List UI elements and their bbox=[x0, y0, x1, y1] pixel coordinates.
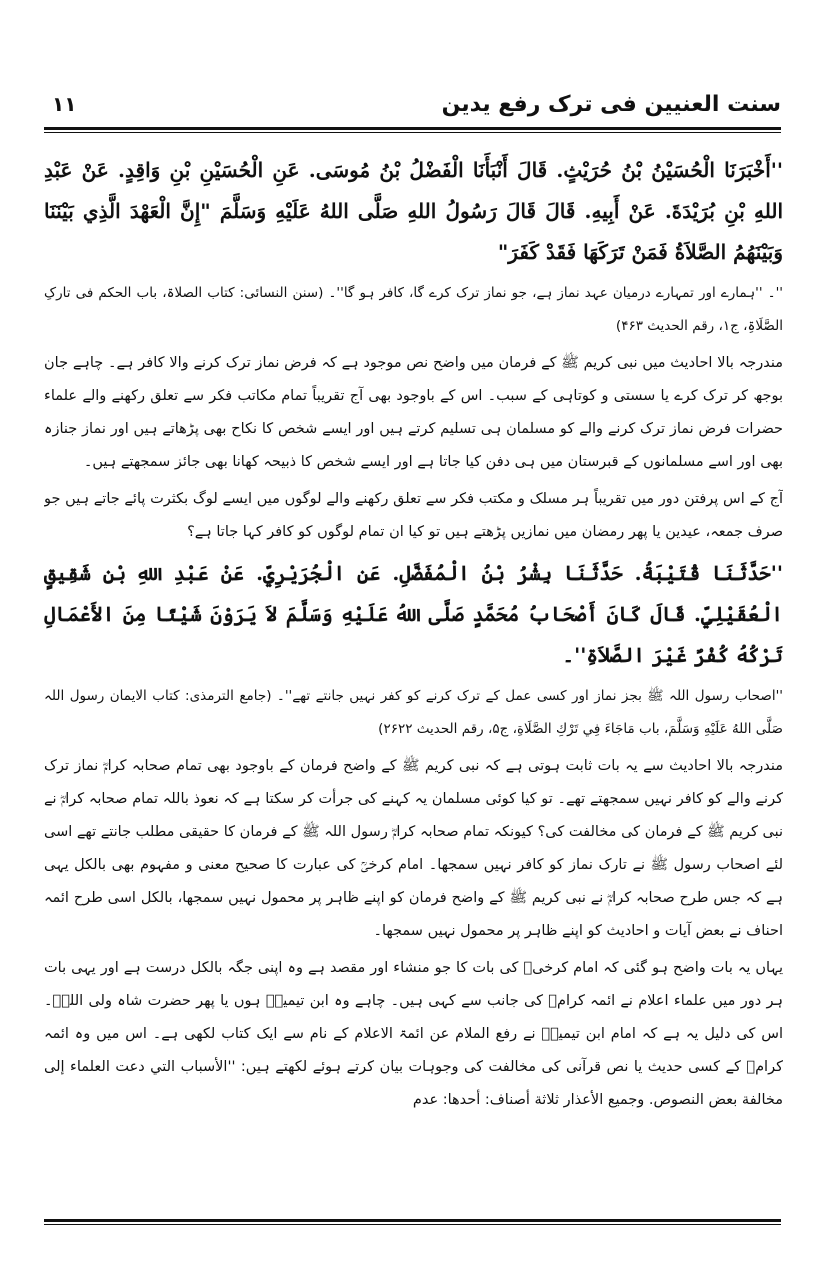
arabic-hadith-2: ''حَدَّثَنَا قُتَيْبَةُ. حَدَّثَنَا بِشْرُ بْنُ الْمُفَضَّلِ. عَنِ الْجُرَيْرِيِّ. عَنْ عَبْدِ اللهِ بْنِ شَقِيقٍ الْعُقَيْلِيِّ. قَالَ كَانَ أَصْحَابُ مُحَمَّدٍ صَلَّى اللهُ عَلَيْهِ وَسَلَّمَ لاَ يَرَوْنَ شَيْئًا مِنَ الأَعْمَالِ تَرْكُهُ كُفْرٌ غَيْرَ الصَّلاَةِ''۔ bbox=[44, 561, 783, 667]
page-header bbox=[52, 86, 781, 122]
translation-reference-2: ''اصحاب رسول اللہ ﷺ بجز نماز اور کسی عمل کے ترک کرنے کو کفر نہیں جانتے تھے''۔ (جامع الترمذی: کتاب الایمان رسول اللہ صَلَّى اللهُ عَلَيْهِ وَسَلَّمَ، باب مَاجَاءَ فِي تَرْكِ الصَّلَاةِ، ج۵، رقم الحدیث ۲۶۲۲) bbox=[44, 688, 783, 737]
paragraph-1: مندرجہ بالا احادیث میں نبی کریم ﷺ کے فرمان میں واضح نص موجود ہے کہ فرض نماز ترک کرنے والا کافر ہے۔ چاہے جان بوجھ کر ترک کرے یا سستی و کوتاہی کے سبب۔ اس کے باوجود بھی آج تقریباً تمام مکاتب فکر سے تعلق رکھنے والے علماء حضرات فرض نماز ترک کرنے والے کو مسلمان ہی تسلیم کرتے ہیں اور ایسے شخص کا نکاح بھی پڑھاتے ہیں اور نماز جنازہ بھی اور اسے مسلمانوں کے قبرستان میں ہی دفن کیا جاتا ہے اور ایسے شخص کا ذبیحہ کھانا بھی جائز سمجھتے ہیں۔ bbox=[44, 355, 783, 470]
page-body bbox=[44, 150, 783, 1190]
paragraph-2: آج کے اس پرفتن دور میں تقریباً ہر مسلک و مکتب فکر سے تعلق رکھنے والے لوگوں میں ایسے لوگ بکثرت پائے جاتے ہیں جو صرف جمعہ، عیدین یا پھر رمضان میں نمازیں پڑھتے ہیں تو کیا ان تمام لوگوں کو کافر کہا جاتا ہے؟ bbox=[44, 491, 783, 540]
paragraph-4: یہاں یہ بات واضح ہو گئی کہ امام کرخیؒ کی بات کا جو منشاء اور مقصد ہے وہ اپنی جگہ بالکل درست ہے اور یہی بات ہر دور میں علماء اعلام نے ائمہ کرامؒ کی جانب سے کہی ہیں۔ چاہے وہ ابن تیمیہؒ ہوں یا پھر حضرت شاہ ولی اللہؒ۔ اس کی دلیل یہ ہے کہ امام ابن تیمیہؒ نے رفع الملام عن ائمۃ الاعلام کے نام سے ایک کتاب لکھی ہے۔ اس میں وہ ائمہ کرامؒ کے کسی حدیث یا نص قرآنی کی مخالفت کی وجوہات بیان کرتے ہوئے لکھتے ہیں: ''الأسباب التي دعت العلماء إلى مخالفة بعض النصوص. وجميع الأعذار ثلاثة أصناف: أحدها: عدم bbox=[44, 960, 783, 1108]
footer-rule bbox=[44, 1219, 781, 1225]
book-title: سنت العنیین فی ترک رفع یدین bbox=[441, 91, 781, 117]
translation-reference-1: ''۔ ''ہمارے اور تمہارے درمیان عہد نماز ہے، جو نماز ترک کرے گا، کافر ہو گا''۔ (سنن النسائی: کتاب الصلاۃ، باب الحکم فی تارکِ الصَّلَاۃِ، ج۱، رقم الحدیث ۴۶۳) bbox=[44, 285, 783, 334]
header-rule bbox=[44, 127, 781, 133]
arabic-hadith-1: ''أَخْبَرَنَا الْحُسَيْنُ بْنُ حُرَيْثٍ. قَالَ أَنْبَأَنَا الْفَضْلُ بْنُ مُوسَى. عَنِ الْحُسَيْنِ بْنِ وَاقِدٍ. عَنْ عَبْدِ اللهِ بْنِ بُرَيْدَةَ. عَنْ أَبِيهِ. قَالَ قَالَ رَسُولُ اللهِ صَلَّى اللهُ عَلَيْهِ وَسَلَّمَ "إِنَّ الْعَهْدَ الَّذِي بَيْنَنَا وَبَيْنَهُمُ الصَّلاَةُ فَمَنْ تَرَكَهَا فَقَدْ كَفَرَ" bbox=[44, 158, 783, 264]
paragraph-3: مندرجہ بالا احادیث سے یہ بات ثابت ہوتی ہے کہ نبی کریم ﷺ کے واضح فرمان کے باوجود بھی تمام صحابہ کرامؓ نماز ترک کرنے والے کو کافر نہیں سمجھتے تھے۔ تو کیا کوئی مسلمان یہ کہنے کی جرأت کر سکتا ہے کہ نعوذ باللہ تمام صحابہ کرامؓ نے نبی کریم ﷺ کے فرمان کی مخالفت کی؟ کیونکہ تمام صحابہ کرامؓ رسول اللہ ﷺ کے فرمان کا حقیقی مطلب جانتے تھے اسی لئے اصحاب رسول ﷺ نے تارک نماز کو کافر نہیں سمجھا۔ امام کرخیؒ کی عبارت کا صحیح معنی و مفہوم بھی بالکل یہی ہے کہ جس طرح صحابہ کرامؓ نے نبی کریم ﷺ کے واضح فرمان کو اپنے ظاہر پر محمول نہیں سمجھا، بالکل اسی طرح ائمہ احناف نے بعض آیات و احادیث کو اپنے ظاہر پر محمول نہیں سمجھا۔ bbox=[44, 758, 783, 939]
page-number: ۱۱ bbox=[52, 92, 77, 116]
